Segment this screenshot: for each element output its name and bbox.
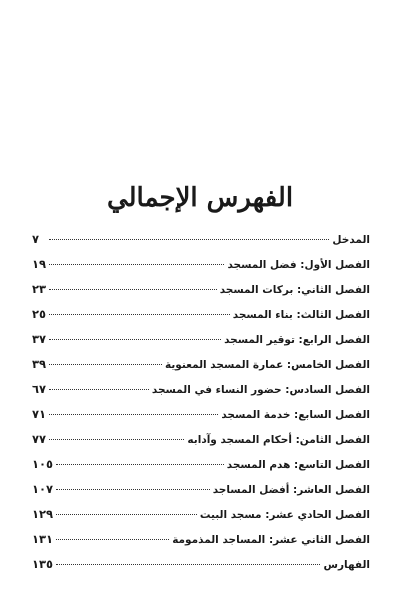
toc-page-number: ٧١ [32, 407, 47, 421]
toc-page-number: ٣٧ [32, 332, 47, 346]
toc-row [32, 304, 370, 329]
toc-entry-label: الفصل الثالث: بناء المسجد [232, 309, 370, 321]
toc-entry-label: الفصل الأول: فضل المسجد [227, 259, 370, 271]
toc-page-number: ٢٣ [32, 282, 47, 296]
dot-leader [56, 489, 210, 490]
toc-row [32, 354, 370, 379]
toc-row [32, 554, 370, 579]
toc-page-number: ١٣٥ [32, 557, 54, 571]
dot-leader [49, 439, 184, 440]
toc-page-number: ٢٥ [32, 307, 47, 321]
toc-entry-label: الفصل الثاني: بركات المسجد [219, 284, 370, 296]
toc-entry-label: الفصل السابع: خدمة المسجد [221, 409, 370, 421]
toc-row [32, 529, 370, 554]
toc-entry-label: الفصل العاشر: أفضل المساجد [212, 484, 370, 496]
toc-row [32, 454, 370, 479]
dot-leader [49, 314, 230, 315]
toc-entry-label: المدخل [332, 234, 370, 246]
dot-leader [49, 414, 218, 415]
dot-leader [56, 514, 197, 515]
toc-entry-label: الفصل الثاني عشر: المساجد المذمومة [172, 534, 370, 546]
toc-row [32, 429, 370, 454]
dot-leader [49, 364, 162, 365]
page-title: الفهرس الإجمالي [106, 183, 294, 213]
toc-page-number: ٧ [32, 232, 40, 246]
dot-leader [56, 464, 224, 465]
toc-page-number: ١٣١ [32, 532, 54, 546]
toc-entry-label: الفصل الرابع: توقير المسجد [224, 334, 370, 346]
toc-row [32, 279, 370, 304]
toc-page-number: ٦٧ [32, 382, 47, 396]
dot-leader [49, 289, 217, 290]
toc-row [32, 479, 370, 504]
toc-entry-label: الفهارس [323, 559, 370, 571]
dot-leader [49, 339, 221, 340]
toc-page-number: ٣٩ [32, 357, 47, 371]
toc-entry-label: الفصل التاسع: هدم المسجد [226, 459, 370, 471]
toc-row [32, 329, 370, 354]
toc-page-number: ١٠٧ [32, 482, 54, 496]
dot-leader [49, 239, 329, 240]
toc-row [32, 404, 370, 429]
dot-leader [56, 539, 169, 540]
toc-entry-label: الفصل السادس: حضور النساء في المسجد [151, 384, 370, 396]
toc-row [32, 254, 370, 279]
dot-leader [56, 564, 320, 565]
toc-entry-label: الفصل الخامس: عمارة المسجد المعنوية [164, 359, 370, 371]
toc-entry-label: الفصل الثامن: أحكام المسجد وآدابه [187, 434, 370, 446]
toc-row [32, 379, 370, 404]
toc-page-number: ١٩ [32, 257, 47, 271]
toc-page-number: ٧٧ [32, 432, 47, 446]
dot-leader [49, 389, 149, 390]
toc-row [32, 504, 370, 529]
dot-leader [49, 264, 224, 265]
table-of-contents [32, 229, 370, 579]
toc-entry-label: الفصل الحادي عشر: مسجد البيت [199, 509, 370, 521]
toc-row [32, 229, 370, 254]
toc-page-number: ١٠٥ [32, 457, 54, 471]
toc-page-number: ١٢٩ [32, 507, 54, 521]
